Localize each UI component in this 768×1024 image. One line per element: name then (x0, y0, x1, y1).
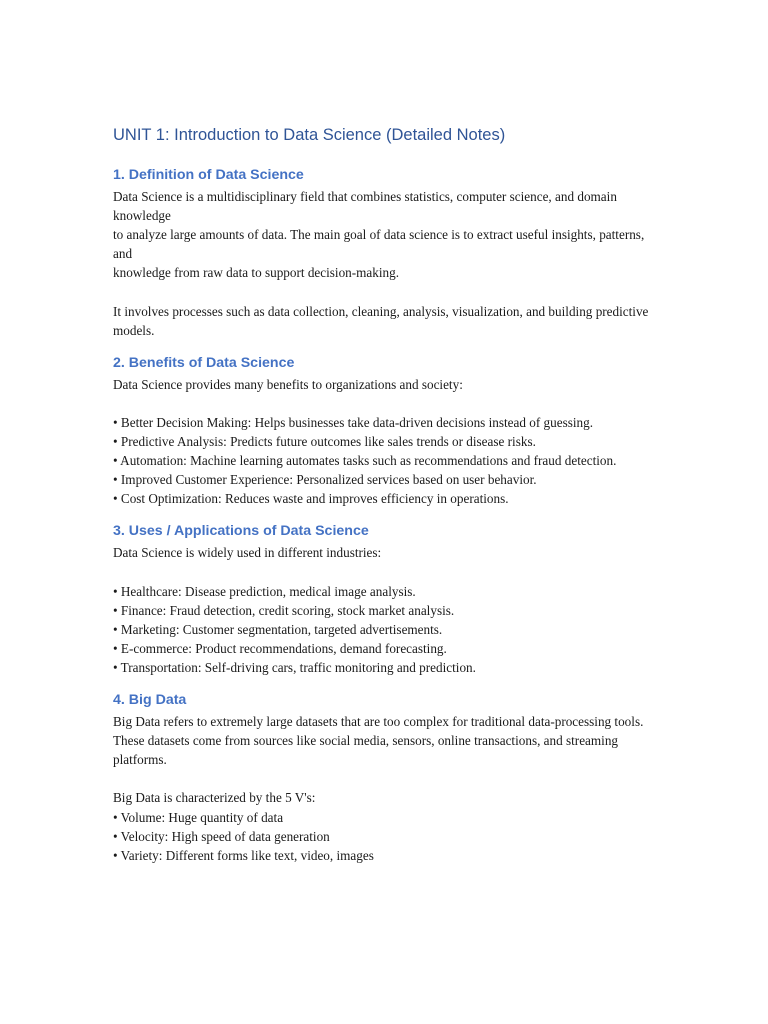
paragraph-gap (113, 394, 658, 413)
bullet-item: • Finance: Fraud detection, credit scoring, stock market analysis. (113, 602, 455, 618)
text-line: knowledge from raw data to support decision-making. (113, 265, 400, 281)
paragraph (113, 788, 658, 864)
bullet-item: • Velocity: High speed of data generation (113, 828, 330, 844)
section-heading: 1. Definition of Data Science (113, 167, 304, 183)
text-line: It involves processes such as data collection, cleaning, analysis, visualization, and building predictive models. (113, 303, 649, 338)
text-line: Big Data is characterized by the 5 V's: (113, 790, 316, 806)
section-2 (113, 352, 658, 509)
bullet-item: • Predictive Analysis: Predicts future outcomes like sales trends or disease risks. (113, 434, 536, 450)
section-4 (113, 689, 658, 865)
section-heading: 3. Uses / Applications of Data Science (113, 523, 369, 540)
bullet-item: • E-commerce: Product recommendations, demand forecasting. (113, 640, 447, 656)
text-line: Data Science provides many benefits to organizations and society: (113, 376, 463, 392)
paragraph (113, 413, 658, 508)
section-1 (113, 164, 658, 340)
document-page (113, 122, 658, 877)
paragraph (113, 302, 658, 340)
bullet-item: • Variety: Different forms like text, video, images (113, 847, 374, 863)
paragraph-gap (113, 563, 658, 582)
bullet-item: • Better Decision Making: Helps businesses take data-driven decisions instead of guessing. (113, 414, 593, 430)
paragraph-gap (113, 769, 658, 788)
bullet-item: • Transportation: Self-driving cars, traffic monitoring and prediction. (113, 659, 476, 675)
bullet-item: • Healthcare: Disease prediction, medical image analysis. (113, 583, 416, 599)
text-line: Big Data refers to extremely large datasets that are too complex for traditional data-processing tools. (113, 714, 644, 730)
bullet-item: • Automation: Machine learning automates tasks such as recommendations and fraud detection. (113, 453, 617, 469)
paragraph (113, 712, 658, 769)
paragraph-gap (113, 282, 658, 301)
document-sections (113, 164, 658, 865)
section-3 (113, 520, 658, 677)
text-line: to analyze large amounts of data. The main goal of data science is to extract useful insights, patterns, and (113, 227, 645, 262)
document-title: UNIT 1: Introduction to Data Science (Detailed Notes) (113, 126, 506, 144)
bullet-item: • Marketing: Customer segmentation, targeted advertisements. (113, 621, 443, 637)
paragraph (113, 375, 658, 394)
bullet-item: • Improved Customer Experience: Personalized services based on user behavior. (113, 472, 537, 488)
paragraph (113, 543, 658, 562)
bullet-item: • Volume: Huge quantity of data (113, 809, 284, 825)
paragraph (113, 582, 658, 677)
paragraph (113, 187, 658, 282)
text-line: These datasets come from sources like social media, sensors, online transactions, and streaming platforms. (113, 733, 619, 768)
text-line: Data Science is a multidisciplinary field that combines statistics, computer science, and domain knowledge (113, 189, 617, 224)
bullet-item: • Cost Optimization: Reduces waste and improves efficiency in operations. (113, 491, 509, 507)
section-heading: 2. Benefits of Data Science (113, 354, 295, 371)
section-heading: 4. Big Data (113, 692, 187, 709)
text-line: Data Science is widely used in different industries: (113, 545, 382, 561)
